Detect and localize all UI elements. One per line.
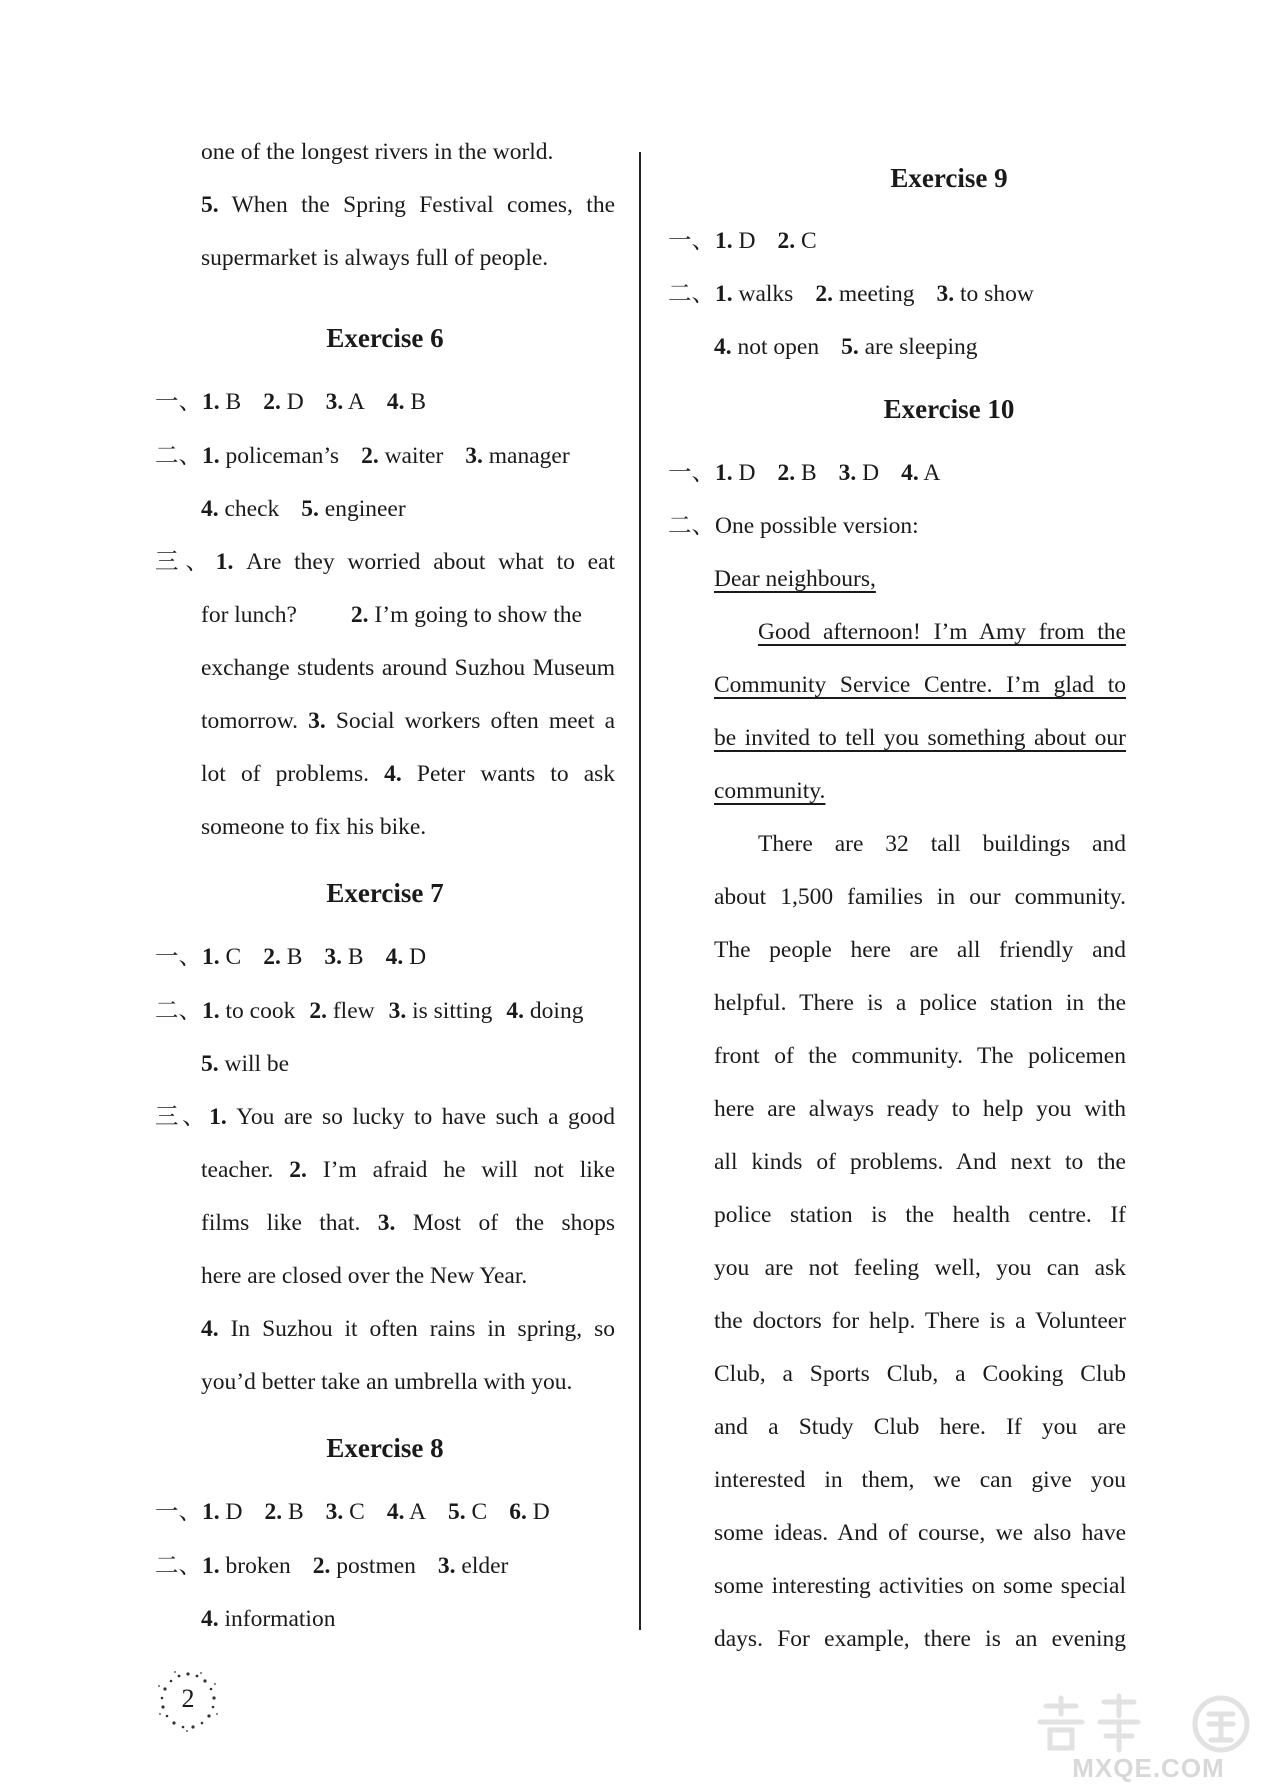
item-number: 4. — [506, 998, 525, 1024]
answer-line — [155, 1497, 550, 1527]
item-number: 2. — [309, 998, 327, 1024]
item-number: 1. — [202, 1499, 220, 1525]
item-number: 4. — [201, 1316, 219, 1342]
answer-text: C — [795, 228, 817, 254]
item-number: 2. — [263, 944, 281, 970]
answer-line — [668, 458, 940, 488]
item-number: 3. — [936, 281, 955, 307]
item-number: 2. — [289, 1157, 307, 1183]
answer-text: B — [219, 389, 242, 415]
paragraph-line: all kinds of problems. And next to the — [714, 1149, 1126, 1175]
item-number: 6. — [509, 1499, 527, 1525]
item-number: 2. — [263, 389, 281, 415]
text-line — [201, 706, 615, 736]
watermark-logo-icon — [1026, 1692, 1271, 1754]
item-number: 2. — [777, 460, 796, 486]
text-span: Peter wants to ask — [416, 761, 616, 787]
text-span: teacher. — [201, 1157, 274, 1183]
answer-text: C — [219, 944, 242, 970]
answer-text: A — [343, 389, 365, 415]
text-line — [155, 547, 615, 577]
text-span: lot of problems. — [201, 761, 369, 787]
paragraph-line: front of the community. The policemen — [714, 1043, 1126, 1069]
paragraph-line: community. — [714, 778, 826, 804]
text-span: You are so lucky to have such a good — [236, 1104, 616, 1130]
answer-text: D — [732, 228, 756, 254]
answer-line — [155, 1551, 508, 1581]
item-number: 1. — [715, 228, 733, 254]
answer-text: check — [218, 496, 280, 522]
paragraph-line: helpful. There is a police station in the — [714, 990, 1126, 1016]
item-number: 5. — [841, 334, 859, 360]
item-number: 4. — [384, 761, 402, 787]
answer-text: is sitting — [406, 998, 493, 1024]
answer-text: B — [795, 460, 817, 486]
column-divider — [639, 152, 641, 1630]
item-number: 4. — [386, 389, 405, 415]
item-number: 4. — [201, 1606, 219, 1632]
answer-text: D — [526, 1499, 550, 1525]
item-number: 3. — [308, 708, 326, 734]
paragraph-line: be invited to tell you something about our — [714, 725, 1126, 751]
exercise-7-title: Exercise 7 — [326, 878, 444, 908]
exercise-9-title: Exercise 9 — [890, 163, 1008, 193]
text-line: one of the longest rivers in the world. — [201, 139, 554, 165]
item-number: 4. — [901, 460, 919, 486]
item-number: 3. — [838, 460, 857, 486]
watermark — [1026, 1692, 1271, 1784]
paragraph-line: you are not feeling well, you can ask — [714, 1255, 1126, 1281]
item-number: 4. — [201, 496, 219, 522]
answer-text: D — [219, 1499, 243, 1525]
text-line — [201, 1208, 615, 1238]
answer-text: D — [732, 460, 756, 486]
text-line — [668, 511, 919, 541]
answer-text: manager — [482, 443, 570, 469]
text-span: Most of the shops — [412, 1210, 616, 1236]
answer-text: C — [343, 1499, 365, 1525]
section-mark: 三、 — [155, 549, 216, 575]
item-number: 2. — [350, 602, 369, 628]
section-mark: 一、 — [155, 944, 202, 970]
item-number: 5. — [301, 496, 319, 522]
exercise-6-title: Exercise 6 — [326, 323, 444, 353]
item-number: 1. — [202, 1553, 220, 1579]
answer-text: flew — [326, 998, 375, 1024]
text-line — [201, 1155, 615, 1185]
item-number: 5. — [448, 1499, 466, 1525]
answer-text: D — [403, 944, 427, 970]
text-line — [201, 190, 615, 220]
paragraph-line: and a Study Club here. If you are — [714, 1414, 1126, 1440]
answer-text: broken — [219, 1553, 291, 1579]
salutation: Dear neighbours, — [714, 566, 876, 592]
answer-text: not open — [731, 334, 820, 360]
answer-text: to cook — [219, 998, 296, 1024]
paragraph-line: Club, a Sports Club, a Cooking Club — [714, 1361, 1126, 1387]
text-line: someone to fix his bike. — [201, 814, 427, 840]
item-number: 3. — [437, 1553, 456, 1579]
section-mark: 三、 — [155, 1104, 210, 1130]
item-number: 1. — [202, 944, 220, 970]
section-mark: 一、 — [155, 389, 202, 415]
section-mark: 二、 — [668, 513, 715, 539]
item-number: 3. — [377, 1210, 396, 1236]
item-number: 2. — [312, 1553, 331, 1579]
answer-text: B — [404, 389, 427, 415]
answer-line — [714, 332, 977, 362]
item-number: 3. — [325, 389, 344, 415]
item-number: 3. — [388, 998, 407, 1024]
paragraph-line: The people here are all friendly and — [714, 937, 1126, 963]
answer-line — [155, 942, 426, 972]
item-number: 4. — [714, 334, 732, 360]
watermark-text: MXQE.COM — [1072, 1753, 1225, 1783]
text-span: In Suzhou it often rains in spring, so — [230, 1316, 615, 1342]
answer-text: B — [282, 1499, 304, 1525]
answer-text: walks — [732, 281, 794, 307]
text-line — [155, 1102, 615, 1132]
item-number: 2. — [777, 228, 796, 254]
text-line — [201, 600, 582, 630]
paragraph-line: Community Service Centre. I’m glad to — [714, 672, 1126, 698]
text-line — [201, 1314, 615, 1344]
text-span: I’m afraid he will not like — [322, 1157, 615, 1183]
item-number: 1. — [715, 281, 733, 307]
item-number: 3. — [325, 1499, 344, 1525]
answer-text: doing — [524, 998, 584, 1024]
paragraph-line: the doctors for help. There is a Volunteer — [714, 1308, 1126, 1334]
item-number: 1. — [215, 549, 234, 575]
paragraph-line: interested in them, we can give you — [714, 1467, 1126, 1493]
answer-line — [155, 996, 583, 1026]
item-number: 1. — [202, 443, 220, 469]
answer-text: A — [404, 1499, 427, 1525]
answer-text: D — [280, 389, 304, 415]
text-line: you’d better take an umbrella with you. — [201, 1369, 573, 1395]
answer-text: engineer — [318, 496, 406, 522]
item-number: 2. — [815, 281, 833, 307]
item-number: 3. — [465, 443, 483, 469]
paragraph-line: police station is the health centre. If — [714, 1202, 1126, 1228]
section-mark: 二、 — [155, 443, 202, 469]
text-span: Social workers often meet a — [335, 708, 616, 734]
answer-line — [201, 1604, 335, 1634]
answer-text: postmen — [330, 1553, 416, 1579]
answer-text: B — [280, 944, 303, 970]
exercise-10-title: Exercise 10 — [883, 394, 1015, 424]
answer-line — [668, 226, 817, 256]
answer-text: to show — [954, 281, 1034, 307]
answer-text: D — [856, 460, 880, 486]
text-line: supermarket is always full of people. — [201, 245, 549, 271]
answer-line — [201, 494, 406, 524]
text-span: I’m going to show the — [374, 602, 582, 628]
text-line — [201, 759, 615, 789]
item-number: 5. — [201, 1051, 219, 1077]
answer-text: information — [218, 1606, 336, 1632]
answer-line — [155, 387, 426, 417]
text-span: tomorrow. — [201, 708, 299, 734]
answer-text: will be — [218, 1051, 290, 1077]
answer-text: waiter — [378, 443, 444, 469]
section-mark: 一、 — [668, 460, 715, 486]
answer-text: policeman’s — [219, 443, 340, 469]
item-number: 5. — [201, 192, 219, 218]
answer-text: A — [918, 460, 941, 486]
answer-line — [155, 441, 570, 471]
answer-text: elder — [455, 1553, 509, 1579]
paragraph-line: Good afternoon! I’m Amy from the — [758, 619, 1126, 645]
paragraph-line: about 1,500 families in our community. — [714, 884, 1126, 910]
exercise-8-title: Exercise 8 — [326, 1433, 444, 1463]
text-span: One possible version: — [715, 513, 919, 539]
section-mark: 一、 — [668, 228, 715, 254]
text-span: Are they worried about what to eat — [246, 549, 616, 575]
text-span: When the Spring Festival comes, the — [231, 192, 615, 218]
text-line: here are closed over the New Year. — [201, 1263, 528, 1289]
paragraph-line: some ideas. And of course, we also have — [714, 1520, 1126, 1546]
paragraph-line: days. For example, there is an evening — [714, 1626, 1126, 1652]
item-number: 3. — [324, 944, 342, 970]
answer-text: are sleeping — [858, 334, 978, 360]
item-number: 2. — [264, 1499, 283, 1525]
paragraph-line: some interesting activities on some special — [714, 1573, 1126, 1599]
text-span: films like that. — [201, 1210, 361, 1236]
text-span: for lunch? — [201, 602, 297, 628]
item-number: 1. — [202, 389, 220, 415]
answer-line — [201, 1049, 289, 1079]
section-mark: 二、 — [155, 998, 202, 1024]
answer-line — [668, 279, 1034, 309]
text-line: exchange students around Suzhou Museum — [201, 655, 615, 681]
paragraph-line: here are always ready to help you with — [714, 1096, 1126, 1122]
section-mark: 一、 — [155, 1499, 202, 1525]
page-number-badge — [157, 1670, 219, 1732]
item-number: 4. — [385, 944, 404, 970]
answer-text: C — [465, 1499, 488, 1525]
answer-text: B — [342, 944, 364, 970]
paragraph-line: There are 32 tall buildings and — [758, 831, 1126, 857]
item-number: 2. — [361, 443, 379, 469]
item-number: 1. — [209, 1104, 227, 1130]
item-number: 1. — [715, 460, 733, 486]
item-number: 1. — [202, 998, 220, 1024]
section-mark: 二、 — [668, 281, 715, 307]
answer-text: meeting — [832, 281, 915, 307]
item-number: 4. — [386, 1499, 405, 1525]
section-mark: 二、 — [155, 1553, 202, 1579]
page-number: 2 — [181, 1684, 195, 1713]
